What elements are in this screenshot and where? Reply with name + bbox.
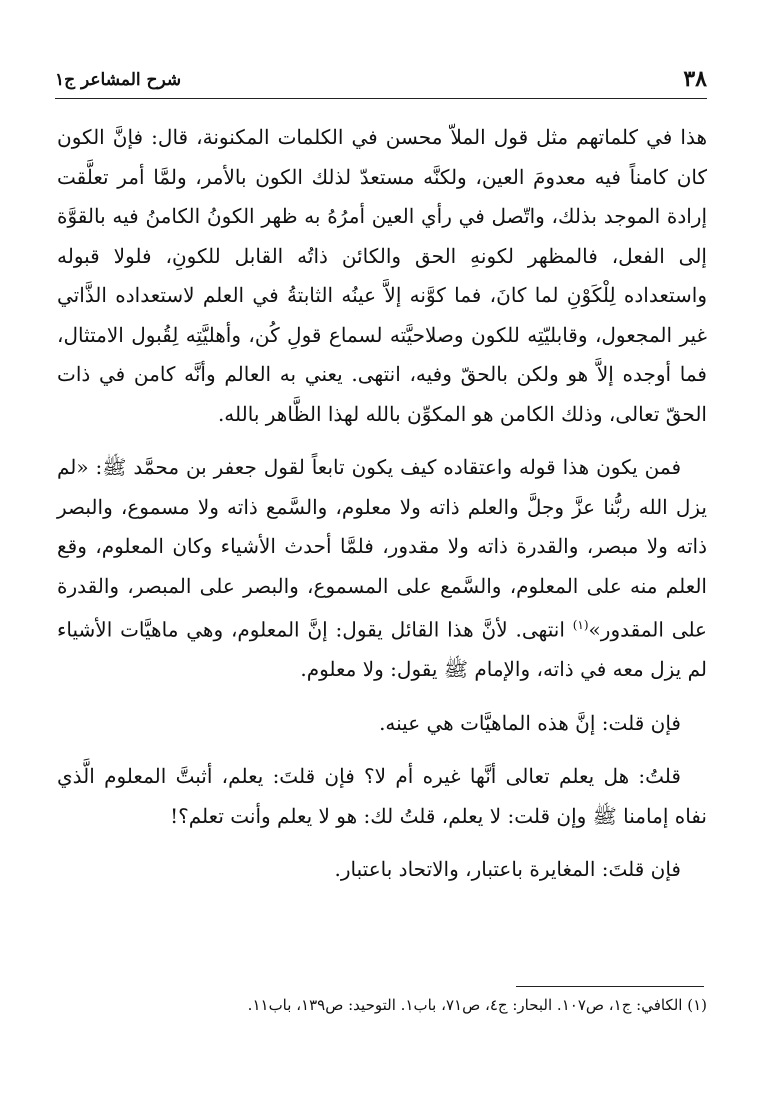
- running-title: شرح المشاعر ج١: [55, 70, 182, 90]
- footnote-divider: [516, 986, 704, 987]
- footnote-marker[interactable]: (١): [572, 618, 589, 632]
- paragraph-2-main: فمن يكون هذا قوله واعتقاده كيف يكون تابعاً لقول جعفر بن محمَّد ﷺ: «لم يزل الله ربُّنا عزَّ وجلَّ والعلم ذاته ولا معلوم، والسَّمع ذاته ولا مسموع، والبصر ذاته ولا مبصر، والقدرة ذاته ولا مقدور، فلمَّا أحدث الأشياء وكان المعلوم، وقع العلم منه على المعلوم، والسَّمع على المسموع، والبصر على المبصر، والقدرة على المقدور»: [57, 455, 707, 642]
- page-number: ٣٨: [683, 66, 707, 92]
- paragraph-3: فإن قلت: إنَّ هذه الماهيَّات هي عينه.: [379, 710, 681, 735]
- body-text: [57, 118, 707, 890]
- paragraph-5: فإن قلتَ: المغايرة باعتبار، والاتحاد باعتبار.: [334, 857, 681, 882]
- footnote: (١) الكافي: ج١، ص١٠٧. البحار: ج٤، ص٧١، باب١. التوحيد: ص١٣٩، باب١١.: [247, 996, 707, 1014]
- page-header: [55, 62, 707, 99]
- paragraph-2-tail: انتهى. لأنَّ هذا القائل يقول: إنَّ المعلوم، وهي ماهيَّات الأشياء لم يزل معه في ذاته، والإمام ﷺ يقول: ولا معلوم.: [57, 617, 707, 682]
- paragraph-1: هذا في كلماتهم مثل قول الملاّ محسن في الكلمات المكنونة، قال: فإنَّ الكون كان كامناً فيه معدومَ العين، ولكنَّه مستعدّ لذلك الكون بالأمر، ولمَّا أمر تعلَّقت إرادة الموجد بذلك، واتّصل في رأي العين أمرُهُ به ظهر الكونُ الكامنُ فيه بالقوَّة إلى الفعل، فالمظهر لكونهِ الحق والكائن ذاتُه القابل للكونِ، فلولا قبوله واستعداده لِلْكَوْنِ لما كانَ، فما كوَّنه إلاَّ عينُه الثابتةُ في العلم لاستعداده الذَّاتي غير المجعول، وقابليّتِه للكون وصلاحيَّته لسماع قولِ كُن، وأهليَّتِه لِقُبول الامتثال، فما أوجده إلاَّ هو ولكن بالحقّ وفيه، انتهى. يعني به العالم وأنَّه كامن في ذات الحقّ تعالى، وذلك الكامن هو المكوِّن بالله لهذا الظَّاهر بالله.: [57, 125, 707, 426]
- paragraph-4: قلتُ: هل يعلم تعالى أنَّها غيره أم لا؟ فإن قلتَ: يعلم، أثبتَّ المعلوم الَّذي نفاه إمامنا ﷺ وإن قلت: لا يعلم، قلتُ لك: هو لا يعلم وأنت تعلم؟!: [57, 764, 707, 828]
- paragraph-2: [57, 448, 707, 690]
